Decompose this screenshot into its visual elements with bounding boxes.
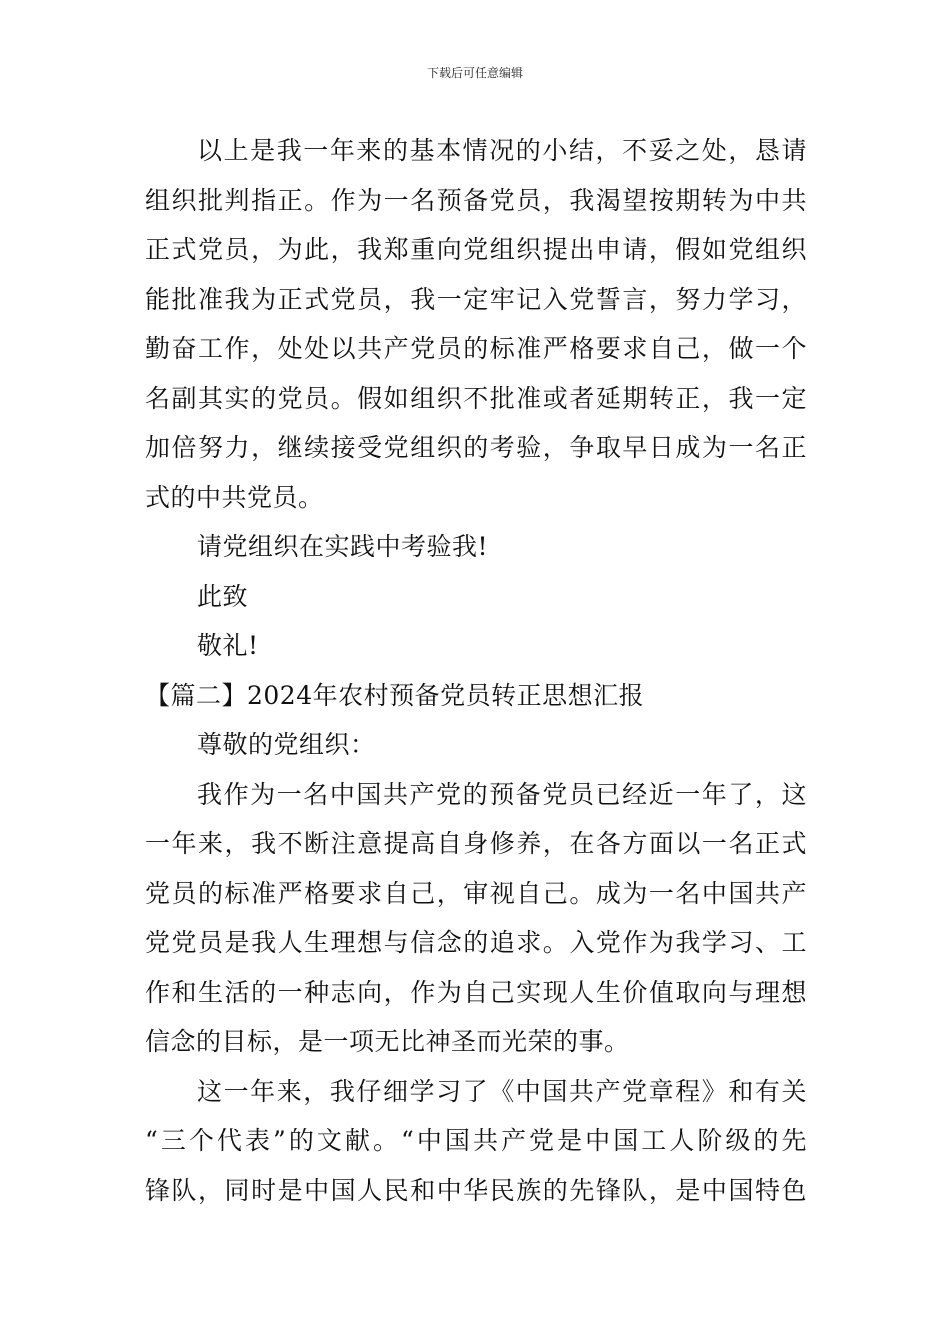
- text-line: 锋队，同时是中国人民和中华民族的先锋队，是中国特色: [145, 1175, 807, 1205]
- text-line: 式的中共党员。: [145, 482, 324, 512]
- text-line: 一年来，我不断注意提高自身修养，在各方面以一名正式: [145, 829, 807, 858]
- text-line: 名副其实的党员。假如组织不批准或者延期转正，我一定: [145, 383, 807, 413]
- text-line: 勤奋工作，处处以共产党员的标准严格要求自己，做一个: [145, 334, 807, 363]
- text-lines: [145, 126, 807, 1215]
- text-line: 加倍努力，继续接受党组织的考验，争取早日成为一名正: [145, 433, 807, 462]
- page-header: 下载后可任意编辑: [426, 66, 523, 80]
- text-line: 能批准我为正式党员，我一定牢记入党誓言，努力学习，: [145, 284, 807, 314]
- text-line: 以上是我一年来的基本情况的小结，不妥之处，恳请: [197, 136, 807, 165]
- text-line: 信念的目标，是一项无比神圣而光荣的事。: [145, 1027, 630, 1056]
- text-line: 尊敬的党组织：: [197, 730, 376, 759]
- text-line: 【篇二】2024年农村预备党员转正思想汇报: [145, 680, 645, 710]
- text-line: 作和生活的一种志向，作为自己实现人生价值取向与理想: [145, 977, 807, 1007]
- text-line: 正式党员，为此，我郑重向党组织提出申请，假如党组织: [145, 235, 807, 264]
- text-line: 党员的标准严格要求自己，审视自己。成为一名中国共产: [145, 878, 807, 908]
- text-line: 请党组织在实践中考验我!: [197, 532, 489, 561]
- document-body: [145, 126, 807, 1215]
- text-line: 这一年来，我仔细学习了《中国共产党章程》和有关: [197, 1076, 807, 1106]
- text-line: 党党员是我人生理想与信念的追求。入党作为我学习、工: [145, 928, 807, 957]
- text-line: “三个代表”的文献。“中国共产党是中国工人阶级的先: [145, 1126, 807, 1155]
- text-line: 此致: [197, 581, 249, 611]
- text-line: 敬礼!: [197, 631, 259, 660]
- text-line: 我作为一名中国共产党的预备党员已经近一年了，这: [197, 779, 807, 809]
- text-line: 组织批判指正。作为一名预备党员，我渴望按期转为中共: [145, 185, 807, 215]
